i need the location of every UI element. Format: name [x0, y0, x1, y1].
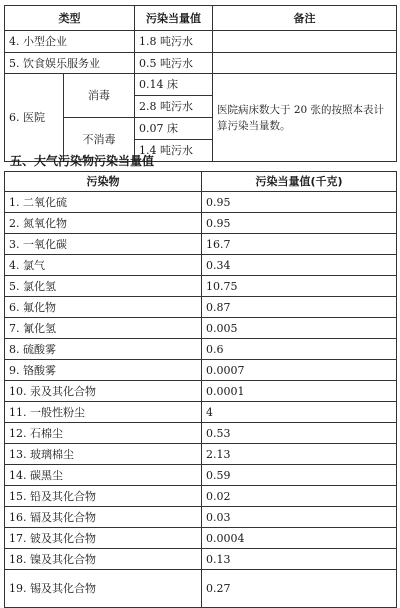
table-row: [5, 528, 397, 549]
row-value: 1.4 吨污水: [135, 140, 213, 162]
table-row: [5, 234, 397, 255]
row-value: 0.5 吨污水: [135, 53, 213, 74]
table-row: [5, 549, 397, 570]
pollutant-value: 0.02: [202, 486, 397, 507]
pollutant-value: 4: [202, 402, 397, 423]
pollutant-value: 0.53: [202, 423, 397, 444]
pollutant-value: 0.13: [202, 549, 397, 570]
table-row: [5, 423, 397, 444]
hospital-label: 6. 医院: [5, 74, 64, 162]
pollutant-value: 0.03: [202, 507, 397, 528]
pollutant-name: 3. 一氧化碳: [5, 234, 202, 255]
table-row: [5, 213, 397, 234]
section-title: 五、大气污染物污染当量值: [10, 154, 155, 168]
table-row: [5, 318, 397, 339]
pollutant-name: 12. 石棉尘: [5, 423, 202, 444]
pollutant-name: 15. 铅及其化合物: [5, 486, 202, 507]
row-value: 0.14 床: [135, 74, 213, 96]
pollutant-name: 1. 二氧化硫: [5, 192, 202, 213]
pollutant-value: 0.34: [202, 255, 397, 276]
pollutant-value: 0.95: [202, 213, 397, 234]
pollutant-name: 16. 镉及其化合物: [5, 507, 202, 528]
pollutant-value: 16.7: [202, 234, 397, 255]
pollutant-name: 18. 镍及其化合物: [5, 549, 202, 570]
header-pollutant: 污染物: [5, 172, 202, 192]
pollutant-value: 0.59: [202, 465, 397, 486]
pollutant-name: 19. 锡及其化合物: [5, 570, 202, 608]
table-row: [5, 74, 397, 96]
table-row: [5, 255, 397, 276]
air-pollutant-table: [4, 171, 397, 608]
pollutant-value: 0.27: [202, 570, 397, 608]
pollutant-name: 7. 氰化氢: [5, 318, 202, 339]
hospital-note: 医院病床数大于 20 张的按照本表计算污染当量数。: [213, 74, 397, 162]
table-row: [5, 31, 397, 53]
water-equivalent-table: [4, 5, 397, 162]
table-row: [5, 53, 397, 74]
header-value: 污染当量值: [135, 6, 213, 31]
pollutant-value: 0.6: [202, 339, 397, 360]
table-row: [5, 339, 397, 360]
pollutant-value: 0.87: [202, 297, 397, 318]
disinfect-label: 消毒: [64, 74, 135, 118]
pollutant-name: 9. 铬酸雾: [5, 360, 202, 381]
air-table-body: [5, 192, 397, 608]
row-type: 5. 饮食娱乐服务业: [5, 53, 135, 74]
pollutant-value: 0.95: [202, 192, 397, 213]
pollutant-value: 0.0001: [202, 381, 397, 402]
pollutant-name: 8. 硫酸雾: [5, 339, 202, 360]
row-type: 4. 小型企业: [5, 31, 135, 53]
row-value: 0.07 床: [135, 118, 213, 140]
pollutant-value: 2.13: [202, 444, 397, 465]
pollutant-name: 11. 一般性粉尘: [5, 402, 202, 423]
pollutant-value: 0.0004: [202, 528, 397, 549]
table-row: [5, 360, 397, 381]
header-equivalent: 污染当量值(千克): [202, 172, 397, 192]
pollutant-value: 10.75: [202, 276, 397, 297]
pollutant-value: 0.0007: [202, 360, 397, 381]
table-row: [5, 444, 397, 465]
pollutant-value: 0.005: [202, 318, 397, 339]
pollutant-name: 10. 汞及其化合物: [5, 381, 202, 402]
no-disinfect-label: 不消毒: [64, 118, 135, 162]
row-note: [213, 53, 397, 74]
table-header-row: [5, 6, 397, 31]
pollutant-name: 6. 氟化物: [5, 297, 202, 318]
row-value: 2.8 吨污水: [135, 96, 213, 118]
pollutant-name: 2. 氮氧化物: [5, 213, 202, 234]
pollutant-name: 14. 碳黑尘: [5, 465, 202, 486]
pollutant-name: 13. 玻璃棉尘: [5, 444, 202, 465]
table-row: [5, 570, 397, 608]
table-row: [5, 507, 397, 528]
row-value: 1.8 吨污水: [135, 31, 213, 53]
table-header-row: [5, 172, 397, 192]
header-type: 类型: [5, 6, 135, 31]
row-note: [213, 31, 397, 53]
table-row: [5, 402, 397, 423]
header-note: 备注: [213, 6, 397, 31]
table-row: [5, 381, 397, 402]
table-row: [5, 486, 397, 507]
table-row: [5, 276, 397, 297]
table-row: [5, 465, 397, 486]
pollutant-name: 4. 氯气: [5, 255, 202, 276]
table-row: [5, 297, 397, 318]
pollutant-name: 5. 氯化氢: [5, 276, 202, 297]
pollutant-name: 17. 铍及其化合物: [5, 528, 202, 549]
table-row: [5, 192, 397, 213]
